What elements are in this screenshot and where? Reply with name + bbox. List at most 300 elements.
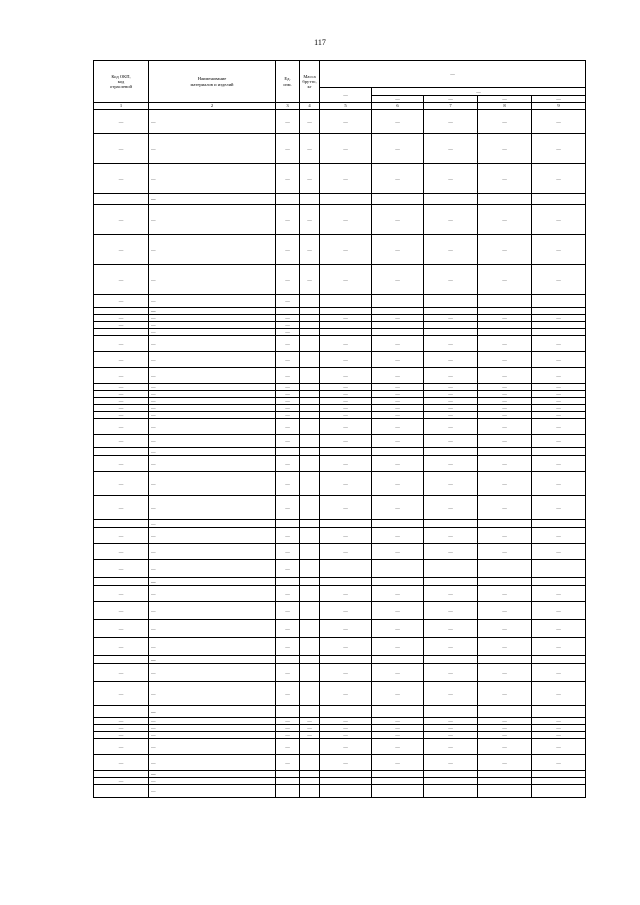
cell-zone-2-price: — [424,110,478,134]
cell-mass [300,586,320,602]
cell-zone-1-price [372,322,424,329]
table-row [94,785,586,798]
cell-zone-4-price [532,308,586,315]
cell-mass [300,664,320,682]
cell-zone-1-price [372,560,424,578]
cell-wholesale-price: — [320,352,372,368]
header-zone-3: — [478,96,532,103]
cell-unit: — [276,265,300,295]
cell-unit: — [276,528,300,544]
cell-unit [276,520,300,528]
table-row [94,520,586,528]
cell-zone-2-price [424,295,478,308]
cell-name: — [149,265,276,295]
cell-zone-1-price: — [372,496,424,520]
cell-mass [300,405,320,412]
cell-zone-4-price: — [532,664,586,682]
cell-zone-4-price: — [532,134,586,164]
cell-name: — [149,755,276,771]
cell-code [94,448,149,456]
header-mass-line2: брутто, [302,78,317,84]
cell-code: — [94,322,149,329]
cell-zone-1-price: — [372,419,424,435]
table-row [94,315,586,322]
cell-wholesale-price: — [320,755,372,771]
table-row [94,638,586,656]
cell-wholesale-price: — [320,456,372,472]
cell-code [94,785,149,798]
cell-zone-3-price: — [478,391,532,398]
cell-zone-3-price: — [478,725,532,732]
cell-zone-4-price [532,322,586,329]
cell-unit [276,578,300,586]
cell-wholesale-price: — [320,368,372,384]
table-row [94,336,586,352]
table-group-row [94,308,586,315]
cell-name: — [149,602,276,620]
cell-zone-3-price: — [478,456,532,472]
cell-mass: — [300,718,320,725]
cell-name: — [149,664,276,682]
table-row [94,205,586,235]
cell-wholesale-price: — [320,265,372,295]
cell-zone-2-price [424,308,478,315]
cell-wholesale-price: — [320,110,372,134]
cell-unit: — [276,586,300,602]
cell-zone-2-price: — [424,205,478,235]
cell-code: — [94,638,149,656]
cell-zone-3-price: — [478,315,532,322]
cell-name: — [149,205,276,235]
cell-code: — [94,602,149,620]
cell-zone-1-price: — [372,412,424,419]
cell-code: — [94,778,149,785]
cell-zone-2-price: — [424,315,478,322]
table-row [94,295,586,308]
cell-name: — [149,322,276,329]
cell-unit [276,308,300,315]
header-mass [300,61,320,103]
cell-name: — [149,384,276,391]
cell-zone-4-price [532,329,586,336]
cell-zone-3-price [478,329,532,336]
cell-zone-4-price: — [532,725,586,732]
cell-wholesale-price: — [320,620,372,638]
header-name-line2: материалов и изделий [190,81,234,87]
cell-wholesale-price: — [320,718,372,725]
cell-unit: — [276,336,300,352]
cell-zone-2-price: — [424,586,478,602]
cell-zone-4-price: — [532,528,586,544]
cell-unit: — [276,235,300,265]
cell-unit: — [276,496,300,520]
cell-zone-1-price: — [372,315,424,322]
cell-zone-4-price: — [532,496,586,520]
cell-unit: — [276,602,300,620]
cell-mass [300,778,320,785]
cell-unit: — [276,405,300,412]
cell-code: — [94,164,149,194]
cell-mass: — [300,725,320,732]
cell-zone-2-price: — [424,384,478,391]
column-number: 9 [532,103,586,110]
cell-zone-1-price: — [372,664,424,682]
cell-wholesale-price: — [320,315,372,322]
cell-zone-3-price: — [478,664,532,682]
cell-mass: — [300,164,320,194]
cell-name: — [149,578,276,586]
cell-zone-3-price [478,308,532,315]
cell-zone-2-price: — [424,664,478,682]
cell-zone-4-price [532,785,586,798]
cell-name: — [149,785,276,798]
header-code-line3: отраслевой [110,84,132,90]
column-number-row [94,103,586,110]
cell-zone-4-price: — [532,315,586,322]
cell-code: — [94,134,149,164]
cell-zone-2-price [424,448,478,456]
cell-zone-2-price: — [424,528,478,544]
cell-zone-1-price: — [372,602,424,620]
cell-wholesale-price: — [320,205,372,235]
table-row [94,560,586,578]
cell-code: — [94,725,149,732]
table-group-row [94,656,586,664]
cell-code: — [94,739,149,755]
cell-code: — [94,620,149,638]
cell-mass [300,412,320,419]
cell-mass [300,578,320,586]
cell-zone-3-price: — [478,412,532,419]
cell-zone-3-price: — [478,638,532,656]
cell-code [94,520,149,528]
cell-code: — [94,755,149,771]
cell-zone-3-price: — [478,435,532,448]
cell-zone-4-price: — [532,682,586,706]
cell-name: — [149,235,276,265]
cell-zone-1-price [372,785,424,798]
cell-zone-4-price: — [532,352,586,368]
cell-code: — [94,586,149,602]
table-row [94,322,586,329]
cell-zone-3-price: — [478,620,532,638]
cell-zone-4-price: — [532,435,586,448]
header-price-wholesale: — [320,88,372,103]
cell-code: — [94,718,149,725]
cell-code: — [94,560,149,578]
cell-wholesale-price [320,771,372,778]
cell-code: — [94,732,149,739]
cell-zone-2-price [424,322,478,329]
cell-mass [300,384,320,391]
cell-wholesale-price: — [320,384,372,391]
cell-zone-3-price: — [478,368,532,384]
cell-zone-3-price [478,778,532,785]
cell-unit: — [276,472,300,496]
cell-zone-1-price [372,308,424,315]
cell-unit: — [276,398,300,405]
cell-code [94,329,149,336]
cell-code: — [94,528,149,544]
cell-wholesale-price: — [320,586,372,602]
cell-zone-2-price [424,194,478,205]
cell-zone-3-price [478,560,532,578]
cell-zone-1-price: — [372,586,424,602]
cell-name: — [149,586,276,602]
cell-unit: — [276,315,300,322]
cell-zone-2-price: — [424,419,478,435]
cell-name: — [149,706,276,718]
cell-zone-2-price: — [424,755,478,771]
table-row [94,265,586,295]
cell-name: — [149,528,276,544]
cell-zone-1-price [372,448,424,456]
header-name [149,61,276,103]
header-zone-4: — [532,96,586,103]
cell-unit: — [276,419,300,435]
cell-zone-4-price: — [532,586,586,602]
header-code [94,61,149,103]
header-price-group: — [320,61,586,88]
cell-name: — [149,520,276,528]
cell-zone-4-price: — [532,638,586,656]
cell-zone-1-price: — [372,732,424,739]
cell-name: — [149,732,276,739]
cell-zone-1-price: — [372,472,424,496]
cell-wholesale-price: — [320,472,372,496]
table-row [94,398,586,405]
cell-zone-3-price: — [478,134,532,164]
cell-zone-2-price: — [424,405,478,412]
table-row [94,586,586,602]
cell-name: — [149,448,276,456]
cell-mass [300,706,320,718]
cell-unit: — [276,560,300,578]
cell-name: — [149,419,276,435]
cell-zone-2-price: — [424,134,478,164]
cell-wholesale-price: — [320,336,372,352]
cell-zone-2-price: — [424,398,478,405]
cell-unit: — [276,456,300,472]
cell-zone-3-price [478,295,532,308]
cell-zone-1-price: — [372,620,424,638]
cell-unit: — [276,352,300,368]
cell-zone-3-price [478,322,532,329]
cell-unit: — [276,725,300,732]
cell-wholesale-price: — [320,682,372,706]
cell-wholesale-price [320,295,372,308]
cell-code: — [94,412,149,419]
table-row [94,732,586,739]
header-name-line1: Наименование [197,76,227,82]
cell-unit [276,778,300,785]
cell-name: — [149,496,276,520]
cell-wholesale-price: — [320,739,372,755]
cell-zone-2-price: — [424,391,478,398]
table-row [94,544,586,560]
cell-mass [300,315,320,322]
cell-code: — [94,235,149,265]
cell-zone-4-price: — [532,620,586,638]
cell-zone-4-price: — [532,718,586,725]
cell-zone-1-price: — [372,205,424,235]
table-row [94,368,586,384]
cell-mass [300,398,320,405]
cell-unit: — [276,164,300,194]
cell-code: — [94,398,149,405]
header-zone-1: — [372,96,424,103]
cell-mass [300,544,320,560]
cell-wholesale-price: — [320,134,372,164]
cell-zone-3-price: — [478,755,532,771]
table-row [94,778,586,785]
cell-zone-1-price [372,706,424,718]
cell-code: — [94,295,149,308]
header-unit-line1: Ед. [284,76,291,82]
cell-zone-4-price [532,578,586,586]
cell-name: — [149,329,276,336]
cell-mass [300,368,320,384]
cell-wholesale-price: — [320,638,372,656]
cell-zone-3-price [478,520,532,528]
cell-unit: — [276,739,300,755]
cell-unit: — [276,732,300,739]
cell-mass [300,322,320,329]
cell-zone-3-price: — [478,586,532,602]
cell-name: — [149,405,276,412]
cell-mass [300,560,320,578]
cell-wholesale-price: — [320,496,372,520]
cell-unit: — [276,718,300,725]
cell-name: — [149,315,276,322]
cell-zone-4-price [532,656,586,664]
cell-zone-4-price: — [532,602,586,620]
cell-wholesale-price [320,448,372,456]
header-unit-line2: изм. [283,81,292,87]
cell-mass [300,785,320,798]
cell-zone-1-price: — [372,352,424,368]
cell-zone-3-price: — [478,405,532,412]
cell-code: — [94,352,149,368]
cell-code: — [94,419,149,435]
cell-name: — [149,771,276,778]
cell-zone-3-price: — [478,682,532,706]
cell-unit: — [276,638,300,656]
cell-zone-2-price: — [424,352,478,368]
price-table-container [93,60,585,798]
cell-unit: — [276,620,300,638]
cell-unit: — [276,412,300,419]
cell-zone-2-price: — [424,435,478,448]
cell-mass [300,739,320,755]
cell-zone-1-price: — [372,134,424,164]
cell-zone-2-price [424,329,478,336]
cell-zone-1-price: — [372,725,424,732]
cell-zone-2-price: — [424,412,478,419]
table-row [94,352,586,368]
cell-name: — [149,544,276,560]
cell-name: — [149,435,276,448]
cell-wholesale-price [320,578,372,586]
cell-name: — [149,620,276,638]
cell-mass [300,352,320,368]
cell-zone-4-price: — [532,368,586,384]
cell-zone-4-price: — [532,164,586,194]
table-group-row [94,706,586,718]
cell-mass [300,448,320,456]
cell-mass [300,602,320,620]
header-zone-2: — [424,96,478,103]
cell-zone-4-price: — [532,398,586,405]
cell-zone-2-price: — [424,336,478,352]
cell-zone-4-price: — [532,405,586,412]
cell-mass [300,528,320,544]
table-row [94,391,586,398]
cell-code: — [94,265,149,295]
cell-mass: — [300,265,320,295]
cell-zone-1-price [372,295,424,308]
table-row [94,456,586,472]
cell-unit: — [276,384,300,391]
cell-wholesale-price [320,329,372,336]
cell-zone-3-price: — [478,110,532,134]
cell-code: — [94,405,149,412]
cell-code: — [94,664,149,682]
cell-zone-1-price: — [372,405,424,412]
cell-mass [300,472,320,496]
cell-wholesale-price [320,194,372,205]
cell-mass: — [300,110,320,134]
header-unit [276,61,300,103]
cell-zone-3-price [478,785,532,798]
cell-unit: — [276,110,300,134]
cell-zone-3-price [478,448,532,456]
cell-unit [276,706,300,718]
cell-mass [300,656,320,664]
cell-code [94,771,149,778]
cell-wholesale-price: — [320,725,372,732]
cell-unit [276,785,300,798]
cell-zone-3-price: — [478,739,532,755]
cell-name: — [149,560,276,578]
cell-zone-2-price [424,778,478,785]
cell-code: — [94,456,149,472]
cell-name: — [149,456,276,472]
table-row [94,602,586,620]
cell-zone-2-price: — [424,638,478,656]
cell-wholesale-price [320,308,372,315]
table-group-row [94,194,586,205]
cell-zone-4-price [532,194,586,205]
table-row [94,496,586,520]
cell-zone-2-price: — [424,235,478,265]
cell-code [94,578,149,586]
cell-zone-3-price: — [478,336,532,352]
cell-code: — [94,110,149,134]
cell-zone-2-price: — [424,496,478,520]
cell-zone-2-price: — [424,682,478,706]
cell-mass [300,620,320,638]
cell-zone-1-price: — [372,528,424,544]
cell-code: — [94,205,149,235]
cell-unit: — [276,755,300,771]
cell-code: — [94,336,149,352]
cell-zone-1-price: — [372,638,424,656]
cell-name: — [149,134,276,164]
cell-zone-3-price: — [478,398,532,405]
cell-zone-2-price: — [424,732,478,739]
cell-name: — [149,336,276,352]
